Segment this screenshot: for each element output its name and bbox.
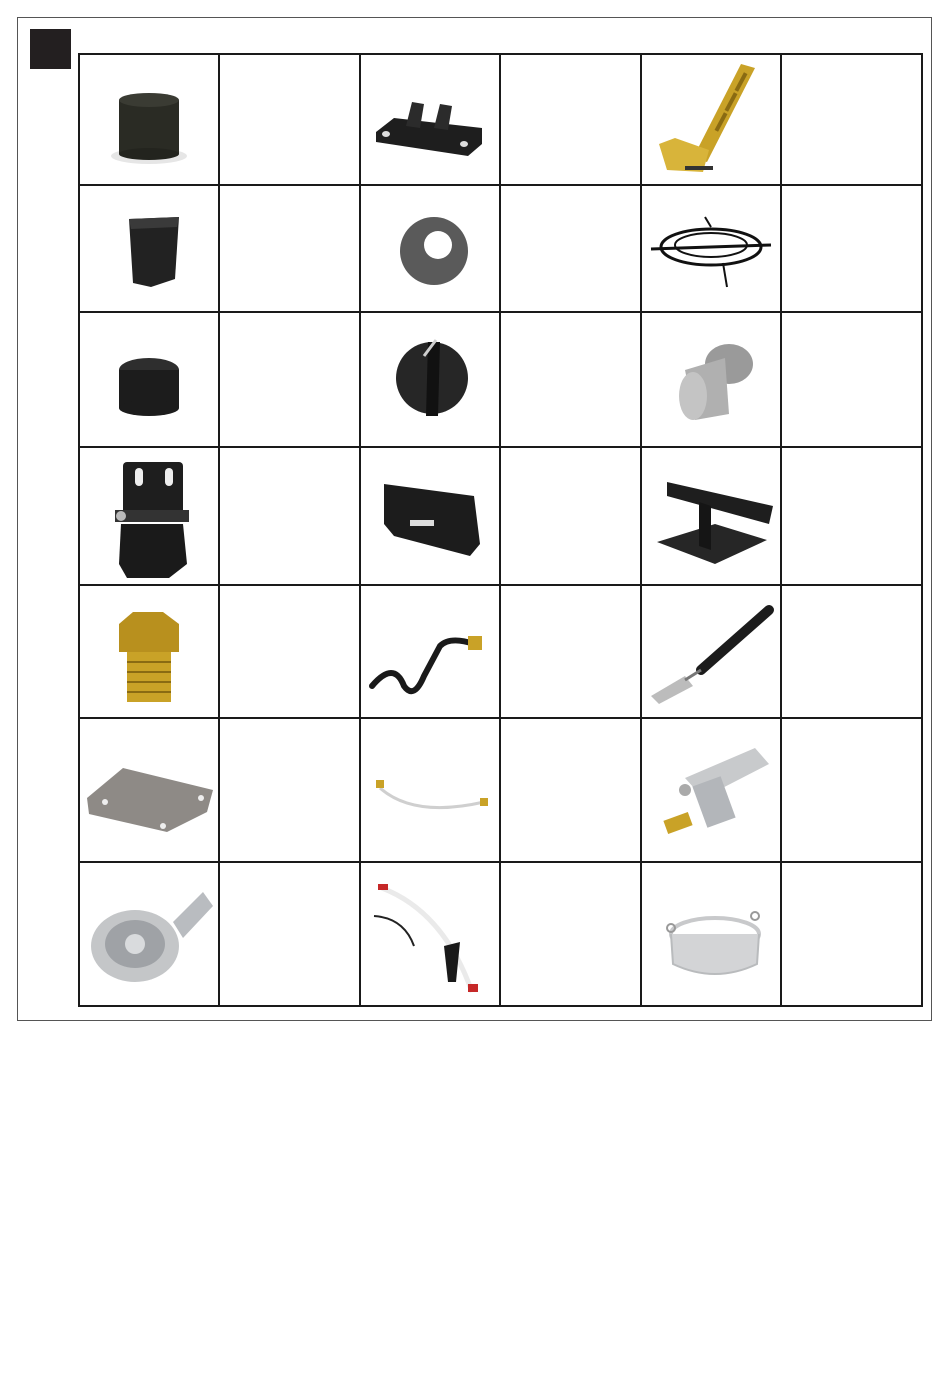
part-image-cell [360,718,500,862]
part-image-cell [641,185,781,312]
part-label-cell [500,585,641,718]
ignition-wire-harness-icon [364,872,496,996]
part-image-cell [360,185,500,312]
part-image-cell [641,585,781,718]
gas-pipe-icon [364,590,496,714]
black-bracket-icon [364,58,496,182]
grey-plug-cap-icon [645,318,777,442]
part-image-cell [360,312,500,447]
part-label-cell [781,585,922,718]
part-label-cell [781,718,922,862]
part-label-cell [500,54,641,185]
oval-cap-icon [83,318,215,442]
part-image-cell [79,862,219,1006]
part-label-cell [500,862,641,1006]
part-image-cell [79,718,219,862]
burner-ring-icon [645,872,777,996]
part-image-cell [360,447,500,585]
table-row [79,312,922,447]
part-image-cell [79,54,219,185]
part-label-cell [781,862,922,1006]
brass-fitting-icon [83,590,215,714]
black-sleeve-icon [83,187,215,311]
table-row [79,862,922,1006]
thin-gas-tube-icon [364,728,496,852]
gas-valve-icon [645,728,777,852]
part-image-cell [641,312,781,447]
brass-elbow-connector-icon [645,58,777,182]
part-label-cell [219,312,360,447]
table-row [79,447,922,585]
part-image-cell [79,447,219,585]
part-label-cell [781,312,922,447]
part-label-cell [219,862,360,1006]
wok-ring-wire-icon [645,187,777,311]
part-label-cell [500,447,641,585]
part-image-cell [641,862,781,1006]
part-label-cell [219,718,360,862]
part-label-cell [500,185,641,312]
control-knob-icon [364,318,496,442]
part-image-cell [641,447,781,585]
thermocouple-handle-icon [645,590,777,714]
section-marker-square [30,29,71,69]
rubber-foot-cylinder-icon [83,58,215,182]
grommet-icon [364,187,496,311]
part-label-cell [219,185,360,312]
part-image-cell [360,862,500,1006]
part-label-cell [781,185,922,312]
part-image-cell [360,54,500,185]
part-image-cell [641,718,781,862]
table-row [79,585,922,718]
part-image-cell [360,585,500,718]
part-label-cell [500,718,641,862]
hinge-icon [83,454,215,578]
mounting-base-icon [645,454,777,578]
part-label-cell [781,447,922,585]
part-image-cell [79,585,219,718]
heat-shield-plate-icon [83,728,215,852]
part-label-cell [219,585,360,718]
parts-table [78,53,923,1007]
table-row [79,54,922,185]
part-label-cell [781,54,922,185]
burner-assembly-icon [83,872,215,996]
part-image-cell [641,54,781,185]
table-row [79,185,922,312]
black-bracket-plate-icon [364,454,496,578]
part-label-cell [219,54,360,185]
part-label-cell [500,312,641,447]
part-image-cell [79,312,219,447]
part-image-cell [79,185,219,312]
part-label-cell [219,447,360,585]
table-row [79,718,922,862]
